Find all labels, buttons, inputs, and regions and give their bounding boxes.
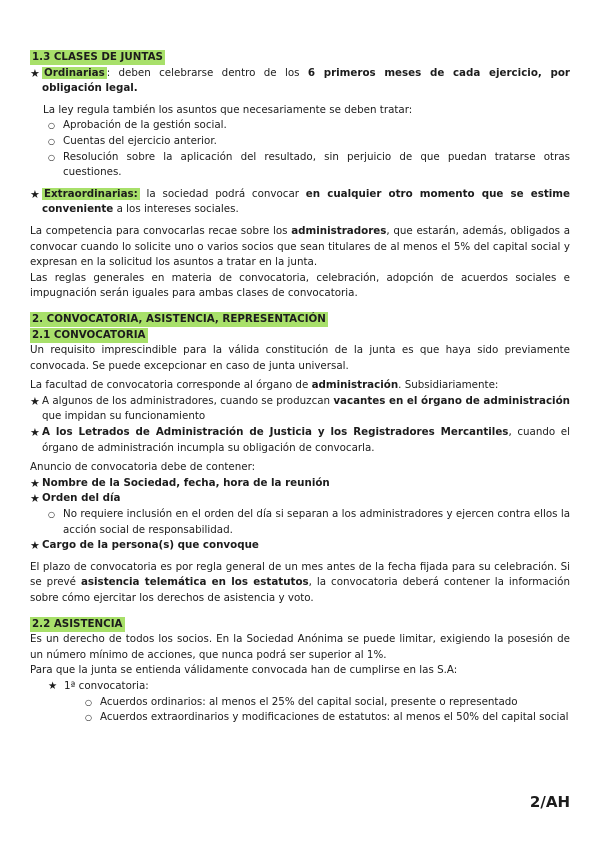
circle-bullet-icon: ○	[85, 713, 92, 723]
star-icon: ★	[30, 492, 40, 506]
star-icon: ★	[30, 539, 40, 553]
list-item: ○ Cuentas del ejercicio anterior.	[48, 134, 570, 150]
convocatoria-item: ★ 1ª convocatoria:	[30, 679, 570, 695]
orden-dia-list	[30, 507, 570, 538]
subsidiario-item-a: ★ A algunos de los administradores, cuando se produzcan vacantes en el órgano de administración que impidan su funcionamiento	[30, 394, 570, 423]
section-heading-2-1: 2.1 CONVOCATORIA	[32, 328, 146, 341]
star-icon: ★	[30, 394, 40, 408]
star-icon: ★	[48, 679, 58, 692]
ordinarias-list	[30, 118, 570, 180]
star-icon: ★	[30, 66, 40, 80]
anuncio-item: ★ Cargo de la persona(s) que convoque	[30, 539, 259, 553]
star-icon: ★	[30, 426, 40, 440]
plazo-paragraph: El plazo de convocatoria es por regla general de un mes antes de la fecha fijada para su celebración. Si se prevé asistencia telemática en los estatutos, la convocatoria deberá contener la información sobre cómo ejercitar los derechos de asistencia y voto.	[30, 560, 570, 604]
circle-bullet-icon: ○	[48, 136, 55, 146]
circle-bullet-icon: ○	[48, 510, 55, 520]
ordinarias-item: ★ Ordinarias : deben celebrarse dentro de los 6 primeros meses de cada ejercicio, por obligación legal.	[30, 66, 570, 95]
section-heading-2-2: 2.2 ASISTENCIA	[32, 617, 123, 630]
section-heading-1-3: 1.3 CLASES DE JUNTAS	[32, 51, 163, 63]
list-item: ○ Aprobación de la gestión social.	[48, 118, 570, 134]
facultad-paragraph: La facultad de convocatoria corresponde al órgano de administración. Subsidiariamente:	[30, 379, 499, 392]
list-item: ○ No requiere inclusión en el orden del día si separan a los administradores y ejercen contra ellos la acción social de responsabilidad.	[48, 508, 570, 536]
anuncio-paragraph: Anuncio de convocatoria debe de contener:	[30, 461, 256, 474]
anuncio-item: ★ Nombre de la Sociedad, fecha, hora de la reunión	[30, 476, 330, 490]
star-icon: ★	[30, 187, 40, 201]
section-heading-2: 2. CONVOCATORIA, ASISTENCIA, REPRESENTACIÓN	[32, 312, 326, 325]
circle-bullet-icon: ○	[85, 697, 92, 707]
page-number: 2/AH	[529, 793, 570, 811]
extraordinarias-item: ★ Extraordinarias: la sociedad podrá convocar en cualquier otro momento que se estime conveniente a los intereses sociales.	[30, 187, 570, 216]
convocatoria-list	[30, 695, 570, 726]
list-item: ○ Resolución sobre la aplicación del resultado, sin perjuicio de que puedan tratarse otras cuestiones.	[48, 150, 570, 179]
subsidiario-item-b: ★ A los Letrados de Administración de Justicia y los Registradores Mercantiles, cuando el órgano de administración incumpla su obligación de convocarla.	[30, 426, 571, 454]
anuncio-item: ★ Orden del día	[30, 492, 121, 506]
competencia-paragraph: La competencia para convocarlas recae sobre los administradores, que estarán, además, obligados a convocar cuando lo solicite uno o varios socios que sean titulares de al menos el 5% del capital social y expresan en la solicitud los asuntos a tratar en la junta.	[30, 224, 570, 269]
asistencia-paragraph-2: Para que la junta se entienda válidamente convocada han de cumplirse en las S.A:	[30, 664, 458, 677]
requisito-paragraph: Un requisito imprescindible para la válida constitución de la junta es que haya sido previamente convocada. Se puede excepcionar en caso de junta universal.	[30, 344, 570, 372]
asistencia-paragraph: Es un derecho de todos los socios. En la Sociedad Anónima se puede limitar, exigiendo la posesión de un número mínimo de acciones, que nunca podrá ser superior al 1%.	[30, 633, 570, 661]
circle-bullet-icon: ○	[48, 152, 55, 162]
reglas-paragraph: Las reglas generales en materia de convocatoria, celebración, adopción de acuerdos sociales e impugnación serán iguales para ambas clases de convocatoria.	[30, 271, 570, 300]
list-item: ○ Acuerdos extraordinarios y modificaciones de estatutos: al menos el 50% del capital social	[85, 710, 570, 726]
star-icon: ★	[30, 476, 40, 490]
ordinarias-law: La ley regula también los asuntos que necesariamente se deben tratar:	[43, 103, 413, 116]
circle-bullet-icon: ○	[48, 121, 55, 131]
list-item: ○ Acuerdos ordinarios: al menos el 25% del capital social, presente o representado	[85, 695, 570, 711]
